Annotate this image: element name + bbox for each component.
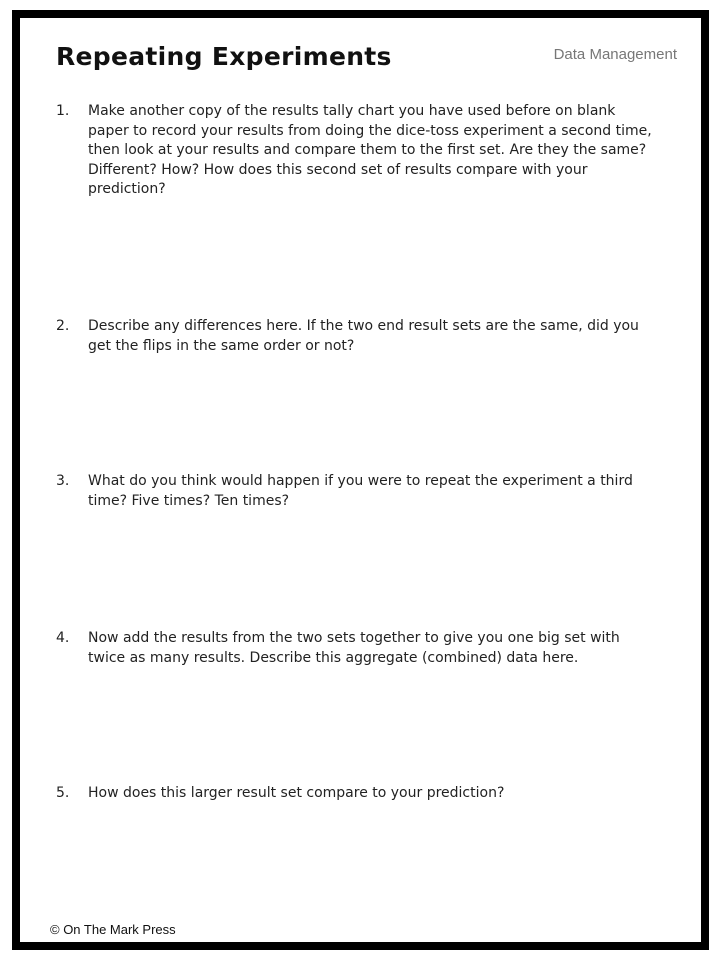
question-number: 4. [56, 630, 70, 646]
page-border [12, 10, 709, 950]
question-text: How does this larger result set compare to your prediction? [88, 785, 505, 801]
question-2 [56, 317, 656, 356]
question-number: 2. [56, 318, 70, 334]
question-text: Now add the results from the two sets together to give you one big set with twice as many results. Describe this aggregate (combined) data here. [88, 630, 620, 666]
question-text: Make another copy of the results tally chart you have used before on blank paper to record your results from doing the dice-toss experiment a second time, then look at your results and compare them to the first set. Are they the same? Different? How? How does this second set of results compare with your prediction? [88, 103, 652, 197]
question-text: Describe any differences here. If the two end result sets are the same, did you get the flips in the same order or not? [88, 318, 639, 354]
question-number: 3. [56, 473, 70, 489]
page-title: Repeating Experiments [56, 42, 392, 71]
question-3 [56, 472, 656, 511]
question-4 [56, 629, 656, 668]
question-number: 5. [56, 785, 70, 801]
question-5 [56, 784, 656, 804]
subject-label: Data Management [553, 46, 677, 63]
copyright-footer: © On The Mark Press [50, 922, 176, 937]
question-number: 1. [56, 103, 70, 119]
question-text: What do you think would happen if you were to repeat the experiment a third time? Five times? Ten times? [88, 473, 633, 509]
question-1 [56, 102, 656, 200]
